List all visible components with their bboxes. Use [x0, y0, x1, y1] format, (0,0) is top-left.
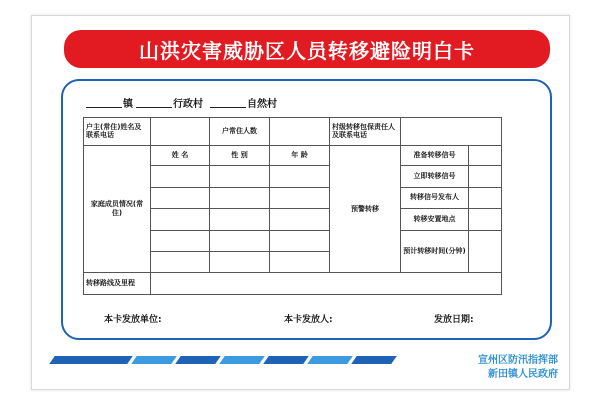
page-title: 山洪灾害威胁区人员转移避险明白卡: [139, 38, 475, 63]
town-blank[interactable]: [86, 95, 122, 108]
member-name-cell[interactable]: [151, 187, 210, 208]
householder-value[interactable]: [151, 118, 210, 146]
signal-value-1[interactable]: [469, 166, 502, 187]
signal-label-1: 立即转移信号: [401, 166, 469, 187]
village-contact-label: 村级转移包保责任人及联系电话: [330, 118, 401, 146]
issue-date-label: 发放日期:: [434, 315, 474, 325]
signal-label-3: 转移安置地点: [401, 209, 469, 230]
col-age-header: 年 龄: [270, 145, 330, 165]
title-banner: [64, 30, 550, 68]
issuer-person-label: 本卡发放人:: [284, 315, 333, 325]
natural-village-blank[interactable]: [210, 95, 246, 108]
route-row: [84, 273, 502, 295]
member-name-cell[interactable]: [151, 166, 210, 187]
decor-stripe: [351, 356, 397, 364]
signal-value-0[interactable]: [469, 145, 502, 165]
member-name-cell[interactable]: [151, 252, 210, 273]
member-gender-cell[interactable]: [210, 252, 270, 273]
member-age-cell[interactable]: [270, 209, 330, 230]
gov-line-2: 新田镇人民政府: [488, 369, 558, 380]
member-age-cell[interactable]: [270, 230, 330, 251]
member-name-cell[interactable]: [151, 230, 210, 251]
col-gender-header: 性 别: [210, 145, 270, 165]
householder-row: [84, 118, 502, 146]
member-gender-cell[interactable]: [210, 209, 270, 230]
warning-label: 预警转移: [330, 145, 401, 273]
info-table: [83, 117, 502, 295]
signal-value-4[interactable]: [469, 230, 502, 273]
signal-label-4: 预计转移时间(分钟): [401, 230, 469, 273]
decor-stripe: [175, 356, 221, 364]
decor-stripe: [131, 356, 177, 364]
decor-stripe: [263, 356, 309, 364]
resident-count-label: 户常住人数: [210, 118, 270, 146]
issuer-unit-label: 本卡发放单位:: [104, 315, 162, 325]
route-label: 转移路线及里程: [84, 273, 151, 295]
family-header-row: [84, 145, 502, 165]
signal-value-2[interactable]: [469, 187, 502, 208]
decor-stripe: [49, 356, 133, 364]
decor-stripe: [219, 356, 265, 364]
member-gender-cell[interactable]: [210, 187, 270, 208]
member-gender-cell[interactable]: [210, 166, 270, 187]
householder-label: 户主(常住)姓名及联系电话: [84, 118, 151, 146]
admin-village-label: 行政村: [173, 99, 203, 110]
family-label: 家庭成员情况(常住): [84, 145, 151, 273]
admin-village-blank[interactable]: [136, 95, 172, 108]
signal-value-3[interactable]: [469, 209, 502, 230]
member-age-cell[interactable]: [270, 166, 330, 187]
member-name-cell[interactable]: [151, 209, 210, 230]
decor-stripe: [307, 356, 353, 364]
town-label: 镇: [123, 99, 133, 110]
col-name-header: 姓 名: [151, 145, 210, 165]
signal-label-0: 准备转移信号: [401, 145, 469, 165]
member-age-cell[interactable]: [270, 252, 330, 273]
resident-count-value[interactable]: [270, 118, 330, 146]
member-age-cell[interactable]: [270, 187, 330, 208]
gov-line-1: 宣州区防汛指挥部: [478, 355, 558, 366]
route-value[interactable]: [151, 273, 502, 295]
signal-label-2: 转移信号发布人: [401, 187, 469, 208]
member-gender-cell[interactable]: [210, 230, 270, 251]
natural-village-label: 自然村: [247, 99, 277, 110]
village-contact-value[interactable]: [401, 118, 502, 146]
